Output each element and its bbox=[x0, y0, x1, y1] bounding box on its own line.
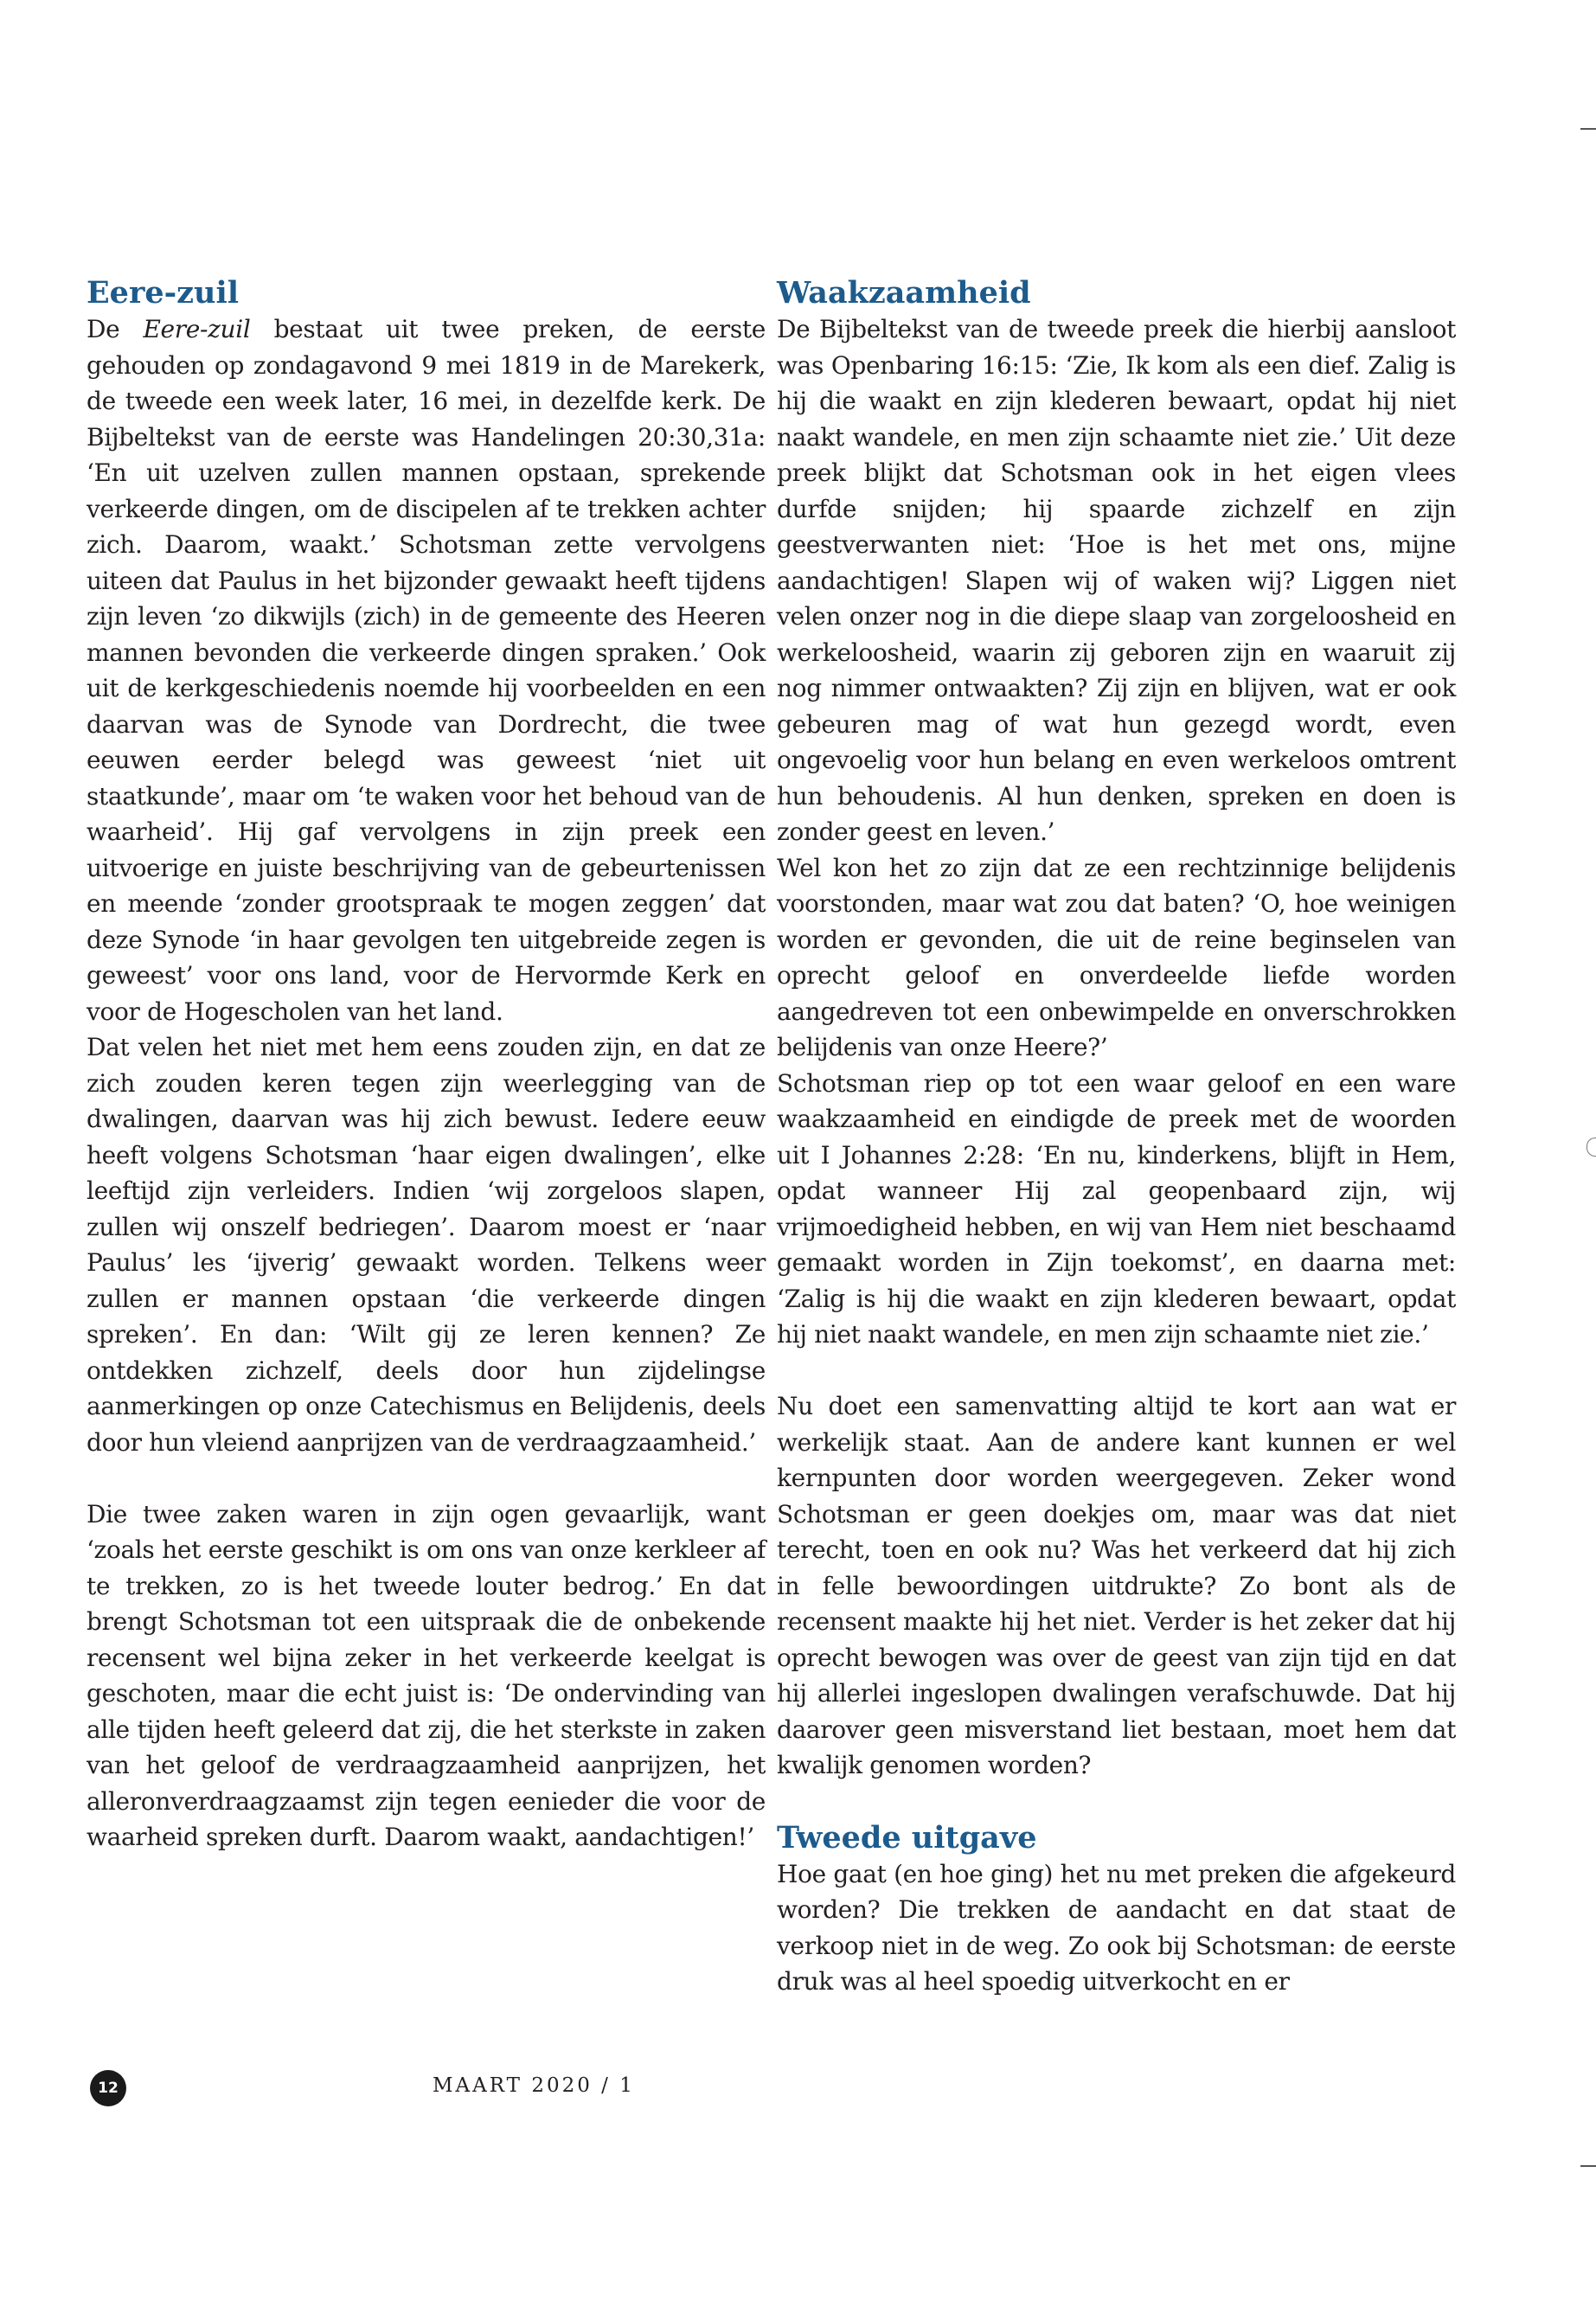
paragraph: Nu doet een samenvatting altijd te kort aan wat er werkelijk staat. Aan de andere kant kunnen er wel kernpunten door worden weergegeven. Zeker wond Schotsman er geen doekjes om, maar was dat niet terecht, toen en ook nu? Was het verkeerd dat hij zich in felle bewoordingen uitdrukte? Zo bont als de recensent maakte hij het niet. Verder is het zeker dat hij oprecht bewogen was over de geest van zijn tijd en dat hij allerlei ingeslopen dwalingen verafschuwde. Dat hij daarover geen misverstand liet bestaan, moet hem dat kwalijk genomen worden? bbox=[777, 1392, 1456, 1779]
right-column bbox=[777, 275, 1456, 2000]
issue-label: MAART 2020 / 1 bbox=[433, 2074, 635, 2097]
crop-mark-bottom bbox=[1580, 2165, 1596, 2167]
paragraph: Schotsman riep op tot een waar geloof en een ware waakzaamheid en eindigde de preek met de woorden uit I Johannes 2:28: ‘En nu, kinderkens, blijft in Hem, opdat wanneer Hij zal geopenbaard zijn, wij vrijmoedigheid hebben, en wij van Hem niet beschaamd gemaakt worden in Zijn toekomst’, en daarna met: ‘Zalig is hij die waakt en zijn klederen bewaart, opdat hij niet naakt wandele, en men zijn schaamte niet zie.’ bbox=[777, 1068, 1456, 1349]
paragraph: Hoe gaat (en hoe ging) het nu met preken die afgekeurd worden? Die trekken de aandacht en dat staat de verkoop niet in de weg. Zo ook bij Schotsman: de eerste druk was al heel spoedig uitverkocht en er bbox=[777, 1859, 1456, 1996]
crop-mark-top bbox=[1580, 128, 1596, 130]
paragraph: Die twee zaken waren in zijn ogen gevaarlijk, want ‘zoals het eerste geschikt is om ons van onze kerkleer af te trekken, zo is het tweede louter bedrog.’ En dat brengt Schotsman tot een uitspraak die de onbekende recensent wel bijna zeker in het verkeerde keelgat is geschoten, maar die echt juist is: ‘De ondervinding van alle tijden heeft geleerd dat zij, die het sterkste in zaken van het geloof de verdraagzaamheid aanprijzen, het alleronverdraagzaamst zijn tegen eenieder die voor de waarheid spreken durft. Daarom waakt, aandachtigen!’ bbox=[87, 1499, 766, 1851]
section-heading-waakzaamheid: Waakzaamheid bbox=[777, 275, 1031, 311]
section-heading-eere-zuil: Eere-zuil bbox=[87, 275, 240, 311]
registration-mark bbox=[1586, 1138, 1596, 1157]
italic-title: Eere-zuil bbox=[143, 315, 251, 343]
section-heading-tweede-uitgave: Tweede uitgave bbox=[777, 1819, 1037, 1856]
paragraph: Dat velen het niet met hem eens zouden zijn, en dat ze zich zouden keren tegen zijn weerlegging van de dwalingen, daarvan was hij zich bewust. Iedere eeuw heeft volgens Schotsman ‘haar eigen dwalingen’, elke leeftijd zijn verleiders. Indien ‘wij zorgeloos slapen, zullen wij onszelf bedriegen’. Daarom moest er ‘naar Paulus’ les ‘ijverig’ gewaakt worden. Telkens weer zullen er mannen opstaan ‘die verkeerde dingen spreken’. En dan: ‘Wilt gij ze leren kennen? Ze ontdekken zichzelf, deels door hun zijdelingse aanmerkingen op onze Catechismus en Belijdenis, deels door hun vleiend aanprijzen van de verdraagzaamheid.’ bbox=[87, 1033, 766, 1457]
paragraph: Wel kon het zo zijn dat ze een rechtzinnige belijdenis voorstonden, maar wat zou dat baten? ‘O, hoe weinigen worden er gevonden, die uit de reine beginselen van oprecht geloof en onverdeelde liefde worden aangedreven tot een onbewimpelde en onverschrokken belijdenis van onze Heere?’ bbox=[777, 853, 1456, 1061]
left-column bbox=[87, 275, 766, 1856]
paragraph: De Eere-zuil bestaat uit twee preken, de eerste gehouden op zondagavond 9 mei 1819 in de Marekerk, de tweede een week later, 16 mei, in dezelfde kerk. De Bijbeltekst van de eerste was Handelingen 20:30,31a: ‘En uit uzelven zullen mannen opstaan, sprekende verkeerde dingen, om de discipelen af te trekken achter zich. Daarom, waakt.’ Schotsman zette vervolgens uiteen dat Paulus in het bijzonder gewaakt heeft tijdens zijn leven ‘zo dikwijls (zich) in de gemeente des Heeren mannen bevonden die verkeerde dingen spraken.’ Ook uit de kerkgeschiedenis noemde hij voorbeelden en een daarvan was de Synode van Dordrecht, die twee eeuwen eerder belegd was geweest ‘niet uit staatkunde’, maar om ‘te waken voor het behoud van de waarheid’. Hij gaf vervolgens in zijn preek een uitvoerige en juiste beschrijving van de gebeurtenissen en meende ‘zonder grootspraak te mogen zeggen’ dat deze Synode ‘in haar gevolgen ten uitgebreide zegen is geweest’ voor ons land, voor de Hervormde Kerk en voor de Hogescholen van het land. bbox=[87, 315, 766, 1026]
page-number-badge: 12 bbox=[90, 2070, 126, 2106]
paragraph: De Bijbeltekst van de tweede preek die hierbij aansloot was Openbaring 16:15: ‘Zie, Ik kom als een dief. Zalig is hij die waakt en zijn klederen bewaart, opdat hij niet naakt wandele, en men zijn schaamte niet zie.’ Uit deze preek blijkt dat Schotsman ook in het eigen vlees durfde snijden; hij spaarde zichzelf en zijn geestverwanten niet: ‘Hoe is het met ons, mijne aandachtigen! Slapen wij of waken wij? Liggen niet velen onzer nog in die diepe slaap van zorgeloosheid en werkeloosheid, waarin zij geboren zijn en waaruit zij nog nimmer ontwaakten? Zij zijn en blijven, wat er ook gebeuren mag of wat hun gezegd wordt, even ongevoelig voor hun belang en even werkeloos omtrent hun behoudenis. Al hun denken, spreken en doen is zonder geest en leven.’ bbox=[777, 315, 1456, 846]
